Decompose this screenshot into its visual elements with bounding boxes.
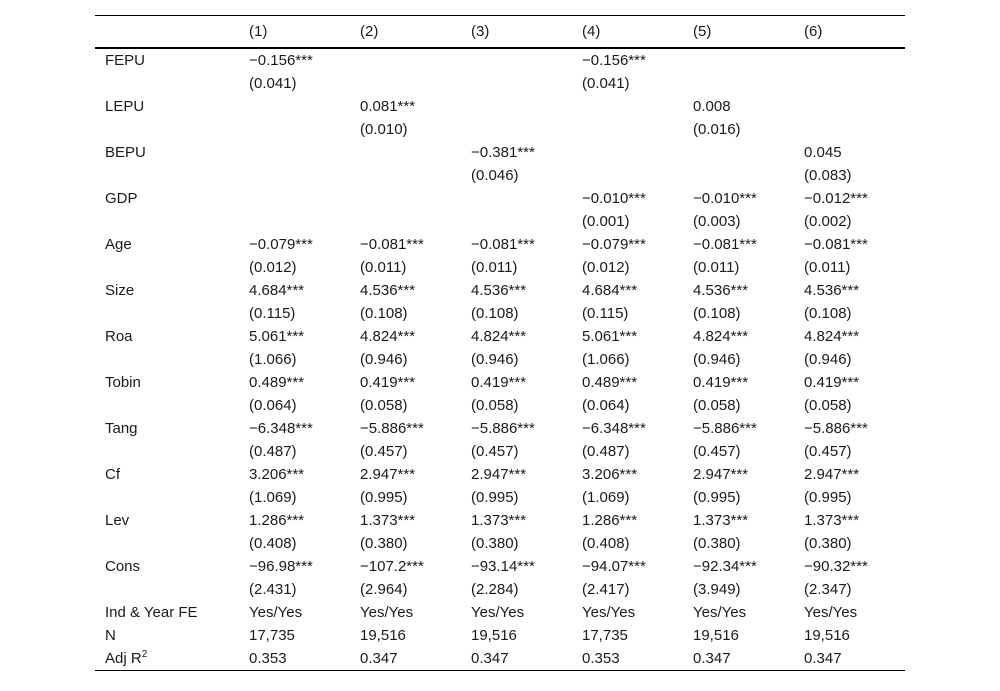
row-label-text: GDP bbox=[105, 189, 138, 207]
table-cell: Yes/Yes bbox=[582, 603, 636, 621]
table-row-std-error bbox=[95, 302, 905, 325]
regression-table bbox=[95, 15, 905, 671]
table-cell: (0.010) bbox=[360, 120, 408, 138]
table-cell: (0.995) bbox=[693, 488, 741, 506]
row-label bbox=[95, 371, 239, 394]
table-cell: −107.2*** bbox=[360, 557, 424, 575]
table-cell: (1.069) bbox=[249, 488, 297, 506]
table-row-std-error bbox=[95, 256, 905, 279]
table-cell bbox=[350, 48, 461, 72]
header-cell-model-6: (6) bbox=[794, 16, 905, 48]
table-cell: 4.536*** bbox=[471, 281, 527, 299]
table-cell: (0.380) bbox=[471, 534, 519, 552]
table-cell: 1.286*** bbox=[249, 511, 305, 529]
table-cell: −6.348*** bbox=[582, 419, 646, 437]
table-cell: (0.946) bbox=[804, 350, 852, 368]
table-cell bbox=[350, 72, 461, 95]
row-label bbox=[95, 555, 239, 578]
table-cell: (1.069) bbox=[582, 488, 630, 506]
header-cell-model-3: (3) bbox=[461, 16, 572, 48]
header-cell-model-2: (2) bbox=[350, 16, 461, 48]
row-label bbox=[95, 348, 239, 371]
table-cell: (2.284) bbox=[471, 580, 519, 598]
table-cell: 0.353 bbox=[572, 647, 683, 671]
table-cell: 2.947*** bbox=[471, 465, 527, 483]
table-cell bbox=[794, 48, 905, 72]
header-row bbox=[95, 16, 905, 48]
table-row-std-error bbox=[95, 394, 905, 417]
table-row bbox=[95, 233, 905, 256]
row-label bbox=[95, 647, 239, 671]
table-cell: −0.081*** bbox=[693, 235, 757, 253]
table-row bbox=[95, 463, 905, 486]
table-cell: 1.373*** bbox=[471, 511, 527, 529]
table-cell: −96.98*** bbox=[249, 557, 313, 575]
table-cell: (0.408) bbox=[582, 534, 630, 552]
table-cell: 4.824*** bbox=[693, 327, 749, 345]
table-cell bbox=[683, 164, 794, 187]
row-label-text: Lev bbox=[105, 511, 130, 529]
table-cell: (0.946) bbox=[360, 350, 408, 368]
table-cell: (0.380) bbox=[804, 534, 852, 552]
table-cell bbox=[239, 141, 350, 164]
row-label bbox=[95, 463, 239, 486]
table-cell: 3.206*** bbox=[249, 465, 305, 483]
table-cell: (0.011) bbox=[471, 258, 518, 276]
table-cell: 0.419*** bbox=[471, 373, 527, 391]
table-cell: −0.381*** bbox=[471, 143, 535, 161]
table-cell: 0.347 bbox=[794, 647, 905, 671]
table-cell: (0.002) bbox=[804, 212, 852, 230]
table-cell: −0.081*** bbox=[360, 235, 424, 253]
row-label-text: Ind & Year FE bbox=[105, 603, 198, 621]
table-cell: (0.058) bbox=[804, 396, 852, 414]
table-row-std-error bbox=[95, 348, 905, 371]
row-label bbox=[95, 509, 239, 532]
table-row-std-error bbox=[95, 532, 905, 555]
table-cell: (2.417) bbox=[582, 580, 630, 598]
table-cell: 0.008 bbox=[693, 97, 731, 115]
table-row-std-error bbox=[95, 164, 905, 187]
table-cell: (0.003) bbox=[693, 212, 741, 230]
table-cell bbox=[239, 118, 350, 141]
header-cell-blank bbox=[95, 16, 239, 48]
table-cell bbox=[239, 164, 350, 187]
row-label-text: Roa bbox=[105, 327, 133, 345]
table-cell bbox=[350, 141, 461, 164]
table-row bbox=[95, 187, 905, 210]
table-cell: 4.536*** bbox=[360, 281, 416, 299]
row-label bbox=[95, 624, 239, 647]
table-cell: 4.684*** bbox=[249, 281, 305, 299]
table-cell: −93.14*** bbox=[471, 557, 535, 575]
table-cell bbox=[461, 210, 572, 233]
table-cell: (0.115) bbox=[249, 304, 296, 322]
table-cell: 1.373*** bbox=[804, 511, 860, 529]
row-label-text: Cons bbox=[105, 557, 141, 575]
table-cell: −0.010*** bbox=[693, 189, 757, 207]
table-cell: 1.286*** bbox=[582, 511, 638, 529]
table-cell bbox=[683, 141, 794, 164]
table-cell: 0.347 bbox=[461, 647, 572, 671]
table-row bbox=[95, 601, 905, 624]
row-label bbox=[95, 95, 239, 118]
row-label bbox=[95, 417, 239, 440]
table-cell: 4.684*** bbox=[582, 281, 638, 299]
table-cell: 19,516 bbox=[804, 626, 850, 644]
table-cell: −0.079*** bbox=[582, 235, 646, 253]
row-label-text: Size bbox=[105, 281, 135, 299]
table-cell: 0.045 bbox=[804, 143, 842, 161]
row-label-text: LEPU bbox=[105, 97, 145, 115]
table-cell: (0.046) bbox=[471, 166, 519, 184]
table-header bbox=[95, 16, 905, 48]
table-cell: −5.886*** bbox=[693, 419, 757, 437]
table-row bbox=[95, 509, 905, 532]
table-cell bbox=[239, 187, 350, 210]
table-cell: −0.012*** bbox=[804, 189, 868, 207]
table-cell: (0.380) bbox=[360, 534, 408, 552]
table-cell bbox=[350, 210, 461, 233]
row-label bbox=[95, 118, 239, 141]
table-row bbox=[95, 417, 905, 440]
row-label bbox=[95, 532, 239, 555]
table-cell: 1.373*** bbox=[360, 511, 416, 529]
row-label bbox=[95, 302, 239, 325]
row-label bbox=[95, 72, 239, 95]
table-cell: (0.058) bbox=[693, 396, 741, 414]
table-cell: (2.431) bbox=[249, 580, 297, 598]
table-cell: (0.058) bbox=[360, 396, 408, 414]
table-row-std-error bbox=[95, 486, 905, 509]
table-cell bbox=[239, 210, 350, 233]
table-cell bbox=[794, 95, 905, 118]
table-cell bbox=[461, 95, 572, 118]
row-label bbox=[95, 187, 239, 210]
table-cell bbox=[350, 164, 461, 187]
table-cell: Yes/Yes bbox=[249, 603, 303, 621]
row-label-superscript: 2 bbox=[141, 648, 148, 660]
table-cell: 3.206*** bbox=[582, 465, 638, 483]
table-cell bbox=[572, 141, 683, 164]
row-label bbox=[95, 141, 239, 164]
row-label-text: Age bbox=[105, 235, 132, 253]
table-cell: −92.34*** bbox=[693, 557, 757, 575]
table-cell: (3.949) bbox=[693, 580, 741, 598]
table-cell: −94.07*** bbox=[582, 557, 646, 575]
row-label-text: Tang bbox=[105, 419, 138, 437]
table-row-std-error bbox=[95, 210, 905, 233]
table-cell: (0.011) bbox=[360, 258, 407, 276]
header-cell-model-1: (1) bbox=[239, 16, 350, 48]
table-cell: (0.083) bbox=[804, 166, 852, 184]
table-cell: 4.824*** bbox=[471, 327, 527, 345]
table-cell: −5.886*** bbox=[360, 419, 424, 437]
table-cell: −0.156*** bbox=[582, 51, 646, 69]
table-cell: (0.995) bbox=[804, 488, 852, 506]
table-cell: (0.457) bbox=[360, 442, 408, 460]
row-label-text: BEPU bbox=[105, 143, 146, 161]
table-cell: (0.457) bbox=[693, 442, 741, 460]
table-row bbox=[95, 371, 905, 394]
table-cell: (0.064) bbox=[582, 396, 630, 414]
row-label bbox=[95, 578, 239, 601]
table-cell: (0.995) bbox=[360, 488, 408, 506]
table-cell: 19,516 bbox=[693, 626, 739, 644]
table-cell: (0.108) bbox=[360, 304, 408, 322]
table-cell bbox=[461, 118, 572, 141]
table-cell: (0.946) bbox=[471, 350, 519, 368]
table-cell: (0.380) bbox=[693, 534, 741, 552]
table-cell: (0.408) bbox=[249, 534, 297, 552]
table-cell: −5.886*** bbox=[804, 419, 868, 437]
table-row bbox=[95, 279, 905, 302]
table-row-std-error bbox=[95, 72, 905, 95]
table-cell: 0.081*** bbox=[360, 97, 416, 115]
table-cell: (0.457) bbox=[804, 442, 852, 460]
table-cell bbox=[461, 72, 572, 95]
table-cell bbox=[572, 118, 683, 141]
row-label bbox=[95, 325, 239, 348]
row-label bbox=[95, 48, 239, 72]
table-cell: (0.108) bbox=[804, 304, 852, 322]
table-cell: 0.419*** bbox=[804, 373, 860, 391]
table-cell: 4.536*** bbox=[804, 281, 860, 299]
table-cell: (0.487) bbox=[249, 442, 297, 460]
row-label bbox=[95, 233, 239, 256]
table-cell: (0.016) bbox=[693, 120, 741, 138]
row-label-text: Adj R bbox=[105, 649, 142, 667]
header-cell-model-5: (5) bbox=[683, 16, 794, 48]
table-cell: 19,516 bbox=[360, 626, 406, 644]
table-cell: (0.011) bbox=[804, 258, 851, 276]
table-cell: 0.347 bbox=[350, 647, 461, 671]
table-cell: (1.066) bbox=[249, 350, 297, 368]
table-cell: (0.001) bbox=[582, 212, 630, 230]
table-cell: 1.373*** bbox=[693, 511, 749, 529]
row-label-text: Tobin bbox=[105, 373, 141, 391]
table-cell: 17,735 bbox=[249, 626, 295, 644]
row-label-text: FEPU bbox=[105, 51, 146, 69]
table-cell: (0.108) bbox=[693, 304, 741, 322]
table-cell bbox=[572, 95, 683, 118]
row-label bbox=[95, 440, 239, 463]
row-label bbox=[95, 210, 239, 233]
table-cell bbox=[350, 187, 461, 210]
table-cell: (0.011) bbox=[693, 258, 740, 276]
table-cell: (0.946) bbox=[693, 350, 741, 368]
table-cell: Yes/Yes bbox=[804, 603, 858, 621]
table-cell: (0.115) bbox=[582, 304, 629, 322]
table-cell bbox=[461, 48, 572, 72]
table-cell: 4.824*** bbox=[804, 327, 860, 345]
row-label bbox=[95, 164, 239, 187]
table-cell bbox=[572, 164, 683, 187]
table-row-std-error bbox=[95, 118, 905, 141]
row-label bbox=[95, 601, 239, 624]
table-cell: −0.010*** bbox=[582, 189, 646, 207]
table-cell: 0.419*** bbox=[693, 373, 749, 391]
table-cell: 4.824*** bbox=[360, 327, 416, 345]
table-cell: −0.081*** bbox=[804, 235, 868, 253]
table-cell: −90.32*** bbox=[804, 557, 868, 575]
table-cell: (2.964) bbox=[360, 580, 408, 598]
table-row bbox=[95, 624, 905, 647]
table-cell: 5.061*** bbox=[249, 327, 305, 345]
table-cell: 19,516 bbox=[471, 626, 517, 644]
table-row bbox=[95, 95, 905, 118]
table-row bbox=[95, 647, 905, 671]
table-cell: Yes/Yes bbox=[471, 603, 525, 621]
table-row bbox=[95, 325, 905, 348]
table-cell bbox=[461, 187, 572, 210]
table-row bbox=[95, 48, 905, 72]
regression-table-container bbox=[95, 15, 905, 671]
table-row-std-error bbox=[95, 440, 905, 463]
table-body bbox=[95, 48, 905, 671]
table-cell bbox=[794, 72, 905, 95]
table-cell: (0.995) bbox=[471, 488, 519, 506]
table-cell: 0.489*** bbox=[582, 373, 638, 391]
table-cell: −5.886*** bbox=[471, 419, 535, 437]
row-label-text: N bbox=[105, 626, 116, 644]
table-cell: (0.487) bbox=[582, 442, 630, 460]
table-cell: 0.489*** bbox=[249, 373, 305, 391]
table-cell: 5.061*** bbox=[582, 327, 638, 345]
table-cell: (0.041) bbox=[582, 74, 630, 92]
table-cell: (0.064) bbox=[249, 396, 297, 414]
row-label bbox=[95, 256, 239, 279]
table-cell: (1.066) bbox=[582, 350, 630, 368]
table-row bbox=[95, 555, 905, 578]
table-cell: 4.536*** bbox=[693, 281, 749, 299]
row-label-text: Cf bbox=[105, 465, 120, 483]
row-label bbox=[95, 394, 239, 417]
table-cell: (0.041) bbox=[249, 74, 297, 92]
table-cell bbox=[683, 72, 794, 95]
table-cell: 2.947*** bbox=[804, 465, 860, 483]
table-cell: 2.947*** bbox=[360, 465, 416, 483]
table-cell: (0.058) bbox=[471, 396, 519, 414]
table-cell: −6.348*** bbox=[249, 419, 313, 437]
table-cell: −0.081*** bbox=[471, 235, 535, 253]
table-cell: (0.012) bbox=[582, 258, 630, 276]
table-cell: 0.353 bbox=[239, 647, 350, 671]
table-cell: 0.347 bbox=[683, 647, 794, 671]
table-cell: −0.156*** bbox=[249, 51, 313, 69]
row-label bbox=[95, 279, 239, 302]
table-cell: 0.419*** bbox=[360, 373, 416, 391]
table-cell bbox=[683, 48, 794, 72]
table-cell: (0.108) bbox=[471, 304, 519, 322]
table-row bbox=[95, 141, 905, 164]
table-cell: Yes/Yes bbox=[693, 603, 747, 621]
row-label bbox=[95, 486, 239, 509]
table-cell bbox=[239, 95, 350, 118]
table-cell: 17,735 bbox=[582, 626, 628, 644]
table-row-std-error bbox=[95, 578, 905, 601]
table-cell: −0.079*** bbox=[249, 235, 313, 253]
table-cell bbox=[794, 118, 905, 141]
table-cell: (2.347) bbox=[804, 580, 852, 598]
table-cell: (0.457) bbox=[471, 442, 519, 460]
table-cell: 2.947*** bbox=[693, 465, 749, 483]
header-cell-model-4: (4) bbox=[572, 16, 683, 48]
table-cell: (0.012) bbox=[249, 258, 297, 276]
table-cell: Yes/Yes bbox=[360, 603, 414, 621]
